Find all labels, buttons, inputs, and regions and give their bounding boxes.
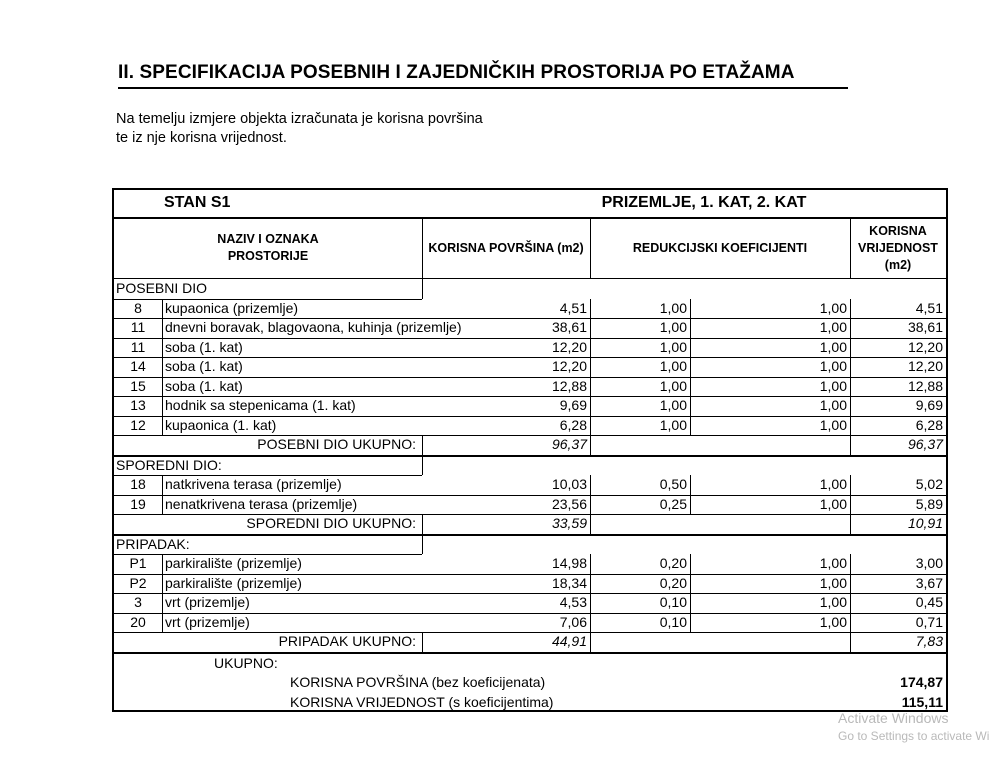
header-name-line: PROSTORIJE — [227, 249, 309, 263]
room-number: 14 — [130, 358, 146, 374]
intro-line-2: te iz nje korisna vrijednost. — [116, 130, 287, 146]
room-number: 15 — [130, 377, 146, 394]
room-name: soba (1. kat) — [165, 338, 243, 355]
section-total-value: 96,37 — [907, 436, 943, 452]
coefficient-1: 0,25 — [659, 495, 687, 512]
coefficient-2: 1,00 — [819, 319, 847, 335]
header-name — [114, 218, 422, 278]
room-number: 11 — [130, 319, 146, 335]
coefficient-2: 1,00 — [819, 397, 847, 413]
section-total-label: POSEBNI DIO UKUPNO: — [257, 436, 416, 452]
room-area: 9,69 — [559, 397, 587, 413]
section-total-area: 44,91 — [551, 633, 587, 649]
coefficient-2: 1,00 — [819, 416, 847, 433]
room-area: 12,20 — [551, 358, 587, 374]
column-divider — [422, 632, 423, 652]
activate-windows-watermark — [838, 710, 989, 743]
column-divider — [850, 514, 851, 534]
room-area: 12,88 — [551, 377, 587, 394]
section-total-area: 33,59 — [551, 515, 587, 531]
column-divider — [690, 475, 691, 514]
column-divider — [590, 514, 591, 534]
column-divider — [590, 554, 591, 632]
coefficient-1: 1,00 — [659, 397, 687, 413]
column-divider — [162, 475, 163, 514]
specification-table — [112, 188, 948, 712]
room-name: dnevni boravak, blagovaona, kuhinja (prizemlje) — [165, 319, 462, 335]
column-divider — [850, 435, 851, 455]
room-value: 9,69 — [915, 397, 943, 413]
summary-label: UKUPNO: — [214, 654, 278, 671]
column-divider — [590, 299, 591, 436]
summary-value-label: KORISNA VRIJEDNOST (s koeficijentima) — [290, 693, 554, 710]
room-area: 12,20 — [551, 338, 587, 355]
summary-value-value: 115,11 — [901, 693, 943, 710]
watermark-line-2: Go to Settings to activate Wi — [838, 729, 990, 743]
coefficient-1: 0,20 — [659, 555, 687, 571]
section-total-label: SPOREDNI DIO UKUPNO: — [246, 515, 416, 531]
coefficient-1: 1,00 — [659, 416, 687, 433]
room-value: 3,67 — [915, 574, 943, 591]
room-number: 13 — [130, 397, 146, 413]
header-value — [850, 218, 946, 278]
intro-text — [116, 110, 483, 148]
header-divider — [590, 217, 591, 278]
room-number: 11 — [130, 338, 146, 355]
coefficient-1: 1,00 — [659, 377, 687, 394]
coefficient-1: 0,50 — [659, 476, 687, 492]
room-area: 4,51 — [559, 299, 587, 316]
column-divider — [162, 554, 163, 632]
room-area: 4,53 — [559, 594, 587, 610]
coefficient-1: 1,00 — [659, 338, 687, 355]
room-value: 12,20 — [907, 358, 943, 374]
room-value: 5,89 — [915, 495, 943, 512]
room-value: 3,00 — [915, 555, 943, 571]
room-name: kupaonica (prizemlje) — [165, 299, 299, 316]
header-value-line: VRIJEDNOST — [858, 240, 938, 255]
column-divider — [850, 632, 851, 652]
column-divider — [850, 299, 851, 436]
room-number: 8 — [134, 299, 142, 316]
room-name: vrt (prizemlje) — [165, 613, 250, 630]
column-divider — [422, 514, 423, 534]
coefficient-2: 1,00 — [819, 338, 847, 355]
summary-area-label: KORISNA POVRŠINA (bez koeficijenata) — [290, 674, 546, 690]
header-area: KORISNA POVRŠINA (m2) — [428, 241, 584, 255]
section-total-label: PRIPADAK UKUPNO: — [278, 633, 416, 649]
room-name: natkrivena terasa (prizemlje) — [165, 476, 342, 492]
document-title: II. SPECIFIKACIJA POSEBNIH I ZAJEDNIČKIH PROSTORIJA PO ETAŽAMA — [118, 62, 848, 89]
room-number: 3 — [134, 594, 142, 610]
room-value: 0,45 — [915, 594, 943, 610]
coefficient-1: 1,00 — [659, 319, 687, 335]
floors-title: PRIZEMLJE, 1. KAT, 2. KAT — [601, 194, 807, 211]
room-value: 5,02 — [915, 476, 943, 492]
room-area: 38,61 — [551, 319, 587, 335]
watermark-line-1: Activate Windows — [838, 710, 949, 726]
room-area: 7,06 — [559, 613, 587, 630]
room-number: 19 — [130, 495, 146, 512]
header-coefficients: REDUKCIJSKI KOEFICIJENTI — [632, 241, 808, 255]
header-divider — [422, 217, 423, 278]
coefficient-2: 1,00 — [819, 594, 847, 610]
room-name: soba (1. kat) — [165, 358, 243, 374]
room-area: 6,28 — [559, 416, 587, 433]
coefficient-1: 1,00 — [659, 299, 687, 316]
room-name: parkiralište (prizemlje) — [165, 574, 302, 591]
unit-title: STAN S1 — [164, 194, 231, 211]
room-value: 6,28 — [915, 416, 943, 433]
column-divider — [850, 554, 851, 632]
room-number: P1 — [129, 555, 147, 571]
section-total-area: 96,37 — [551, 436, 587, 452]
room-name: kupaonica (1. kat) — [165, 416, 277, 433]
header-divider — [850, 217, 851, 278]
coefficient-2: 1,00 — [819, 555, 847, 571]
room-area: 14,98 — [551, 555, 587, 571]
coefficient-2: 1,00 — [819, 613, 847, 630]
room-value: 4,51 — [915, 299, 943, 316]
coefficient-2: 1,00 — [819, 377, 847, 394]
room-number: 12 — [130, 416, 146, 433]
room-area: 18,34 — [551, 574, 587, 591]
coefficient-2: 1,00 — [819, 476, 847, 492]
header-value-line: (m2) — [884, 257, 912, 272]
coefficient-1: 0,10 — [659, 594, 687, 610]
header-name-line: NAZIV I OZNAKA — [217, 232, 319, 246]
coefficient-1: 0,20 — [659, 574, 687, 591]
room-name: hodnik sa stepenicama (1. kat) — [165, 397, 356, 413]
column-divider — [590, 435, 591, 455]
intro-line-1: Na temelju izmjere objekta izračunata je korisna površina — [116, 111, 483, 127]
room-name: soba (1. kat) — [165, 377, 243, 394]
room-value: 38,61 — [907, 319, 943, 335]
room-number: 20 — [130, 613, 146, 630]
room-area: 23,56 — [551, 495, 587, 512]
column-divider — [690, 554, 691, 632]
room-number: 18 — [130, 476, 146, 492]
room-name: vrt (prizemlje) — [165, 594, 250, 610]
column-divider — [590, 475, 591, 514]
coefficient-2: 1,00 — [819, 299, 847, 316]
column-divider — [422, 279, 423, 299]
summary-area-value: 174,87 — [900, 674, 943, 690]
column-divider — [590, 632, 591, 652]
column-divider — [422, 456, 423, 476]
column-divider — [162, 299, 163, 436]
coefficient-1: 1,00 — [659, 358, 687, 374]
room-area: 10,03 — [551, 476, 587, 492]
room-value: 0,71 — [915, 613, 943, 630]
coefficient-1: 0,10 — [659, 613, 687, 630]
column-divider — [422, 435, 423, 455]
section-total-value: 7,83 — [915, 633, 943, 649]
room-name: parkiralište (prizemlje) — [165, 555, 302, 571]
coefficient-2: 1,00 — [819, 574, 847, 591]
coefficient-2: 1,00 — [819, 495, 847, 512]
column-divider — [850, 475, 851, 514]
column-divider — [422, 535, 423, 555]
header-value-line: KORISNA — [869, 223, 927, 238]
column-divider — [690, 299, 691, 436]
room-value: 12,20 — [907, 338, 943, 355]
section-label: PRIPADAK: — [116, 535, 190, 552]
section-label: POSEBNI DIO — [116, 280, 208, 296]
section-label: SPOREDNI DIO: — [116, 456, 222, 473]
room-name: nenatkrivena terasa (prizemlje) — [165, 495, 358, 512]
section-total-value: 10,91 — [907, 515, 943, 531]
coefficient-2: 1,00 — [819, 358, 847, 374]
room-number: P2 — [129, 574, 147, 591]
room-value: 12,88 — [907, 377, 943, 394]
